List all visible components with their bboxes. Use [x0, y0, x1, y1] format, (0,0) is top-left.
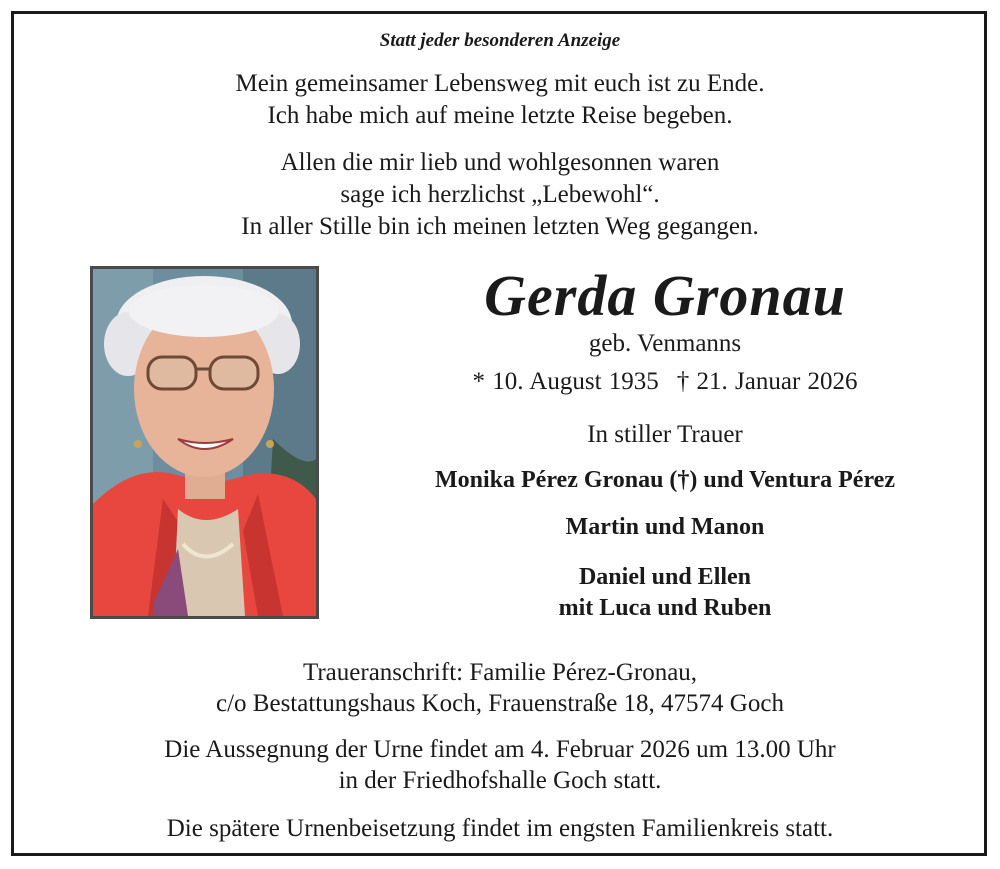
birth-name: geb. Venmanns	[588, 330, 742, 357]
poem-line: sage ich herzlichst „Lebewohl“.	[340, 181, 660, 208]
birth-date: * 10. August 1935	[472, 368, 659, 395]
portrait-photo	[90, 266, 319, 619]
deceased-name: Gerda Gronau	[484, 263, 846, 328]
address-line: Traueranschrift: Familie Pérez-Gronau,	[302, 659, 698, 686]
life-dates	[380, 368, 950, 396]
mourner-group	[380, 562, 950, 624]
mourner-line: Monika Pérez Gronau (†) und Ventura Pérez	[435, 467, 895, 493]
death-date: † 21. Januar 2026	[676, 368, 858, 395]
burial-info: Die spätere Urnenbeisetzung findet im engsten Familienkreis statt.	[166, 815, 834, 842]
mourner-line: Daniel und Ellen	[578, 564, 752, 590]
poem-stanza-2	[0, 147, 1000, 243]
mourning-address	[0, 657, 1000, 719]
poem-line: Mein gemeinsamer Lebensweg mit euch ist zu Ende.	[235, 70, 765, 97]
ceremony-info	[0, 734, 1000, 796]
ceremony-line: in der Friedhofshalle Goch statt.	[338, 767, 662, 794]
address-line: c/o Bestattungshaus Koch, Frauenstraße 18, 47574 Goch	[216, 690, 784, 717]
portrait-illustration	[93, 269, 316, 616]
ceremony-line: Die Aussegnung der Urne findet am 4. Februar 2026 um 13.00 Uhr	[164, 736, 836, 763]
notice-header: Statt jeder besonderen Anzeige	[379, 30, 621, 51]
mourner-line: Martin und Manon	[565, 514, 765, 540]
poem-line: Ich habe mich auf meine letzte Reise begeben.	[267, 102, 733, 129]
poem-line: In aller Stille bin ich meinen letzten Weg gegangen.	[241, 213, 759, 240]
poem-line: Allen die mir lieb und wohlgesonnen waren	[280, 149, 720, 176]
mourning-intro: In stiller Trauer	[587, 421, 743, 448]
mourner-line: mit Luca und Ruben	[558, 595, 772, 621]
poem-stanza-1	[0, 68, 1000, 132]
